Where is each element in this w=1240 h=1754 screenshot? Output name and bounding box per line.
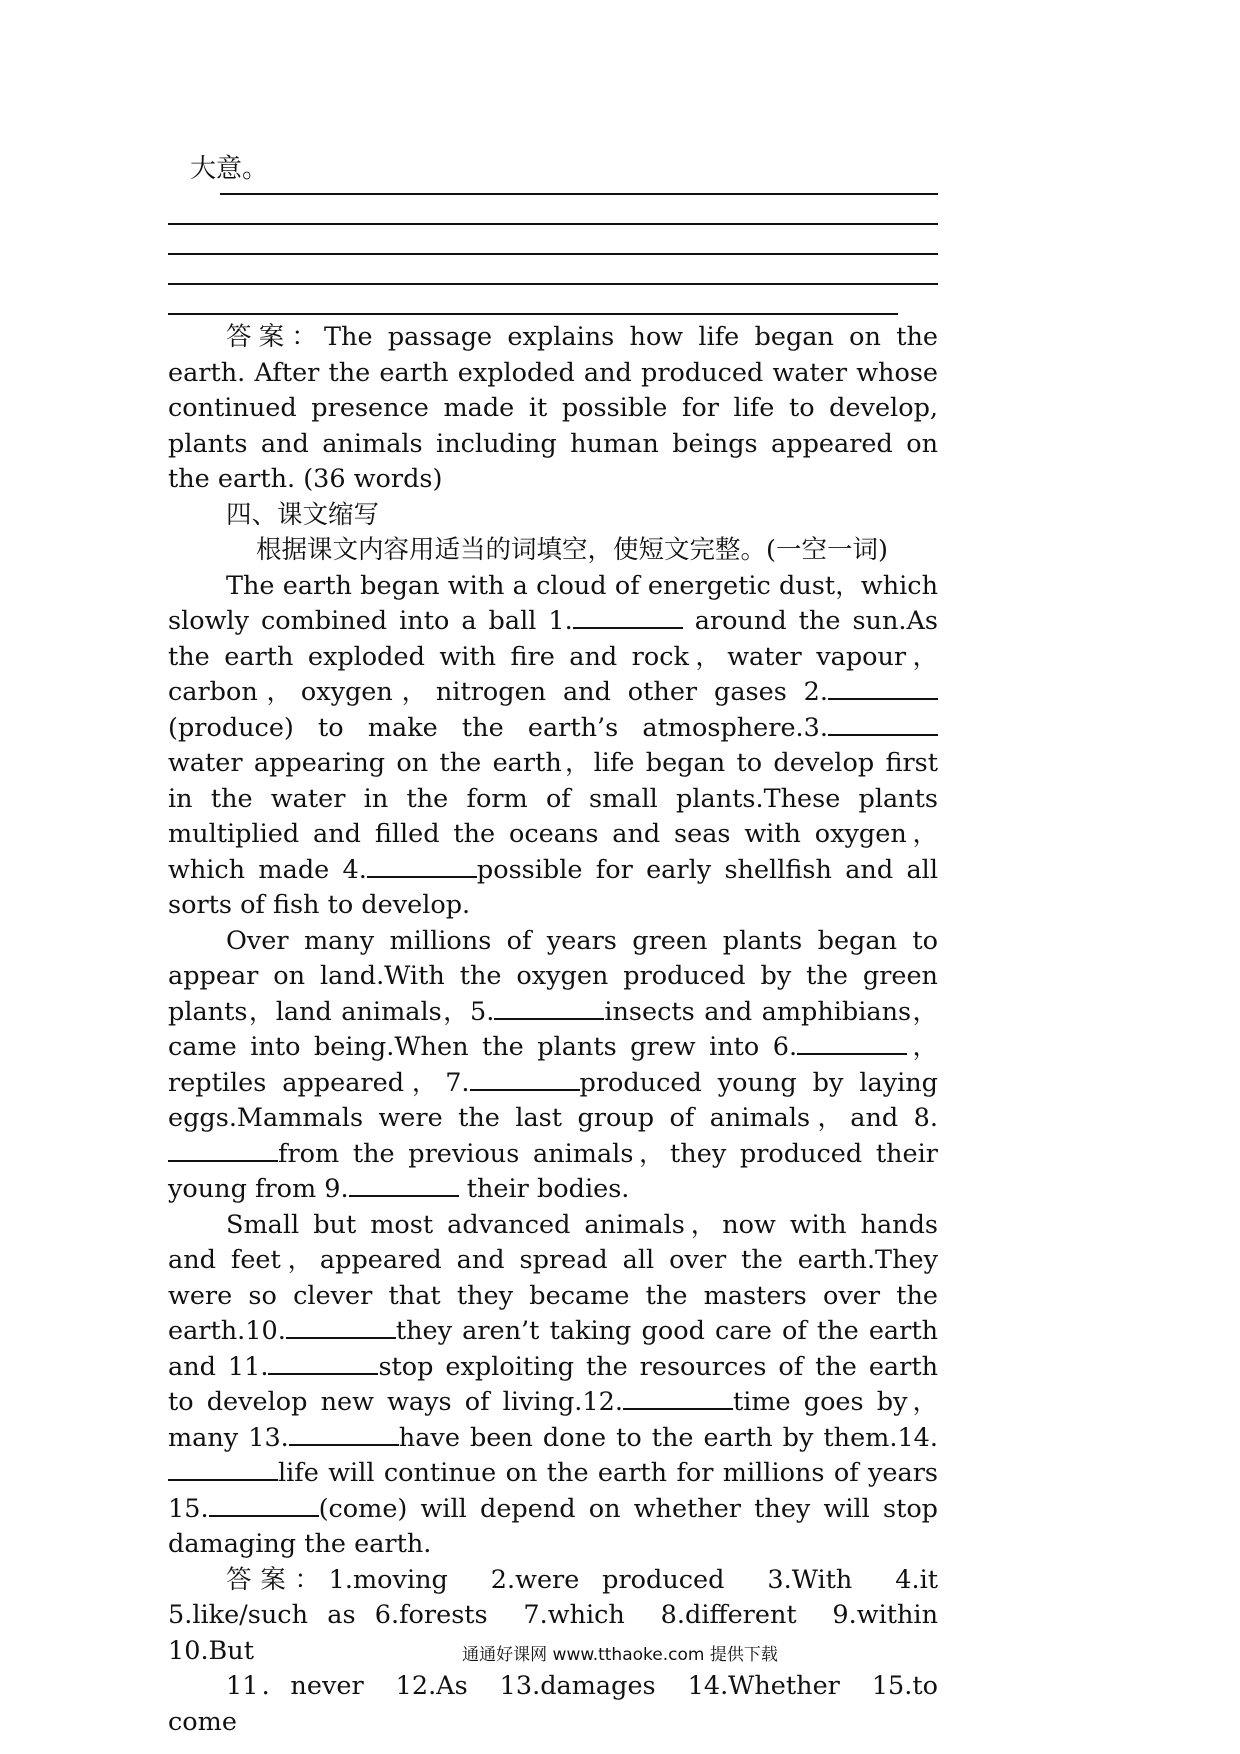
- p1-text: (produce) to make the earth’s atmosphere.3.: [168, 712, 828, 743]
- blank-7[interactable]: [470, 1067, 580, 1091]
- p3-text: have been done to the earth by them.14.: [398, 1422, 939, 1453]
- paragraph-1: [168, 569, 938, 924]
- p1-text: around the sun.As the earth exploded with fire and rock，water vapour，carbon，oxygen，nitrogen and other gases 2.: [168, 606, 938, 707]
- p3-text: stop exploiting the resources of the earth to develop new ways of living.12.: [168, 1351, 938, 1417]
- blank-8[interactable]: [168, 1138, 278, 1162]
- blank-11[interactable]: [268, 1351, 378, 1375]
- answer-writing-line: [168, 283, 938, 285]
- summary-block: [168, 320, 964, 1740]
- p3-text: (come) will depend on whether they will stop damaging the earth.: [168, 1493, 938, 1559]
- answer-writing-line: [168, 223, 938, 225]
- p2-text: their bodies.: [458, 1174, 630, 1204]
- instructions: 根据课文内容用适当的词填空，使短文完整。(一空一词): [256, 535, 888, 565]
- p3-text: time goes by，many 13.: [168, 1387, 939, 1453]
- blank-9[interactable]: [349, 1173, 459, 1197]
- summary-answer: 答案：The passage explains how life began on the earth. After the earth exploded and produced water whose continued presence made it possible for life to develop, plants and animals including human beings appeared on the earth. (36 words): [168, 322, 938, 494]
- paragraph-2: [168, 924, 938, 1208]
- answer-writing-line: [220, 193, 938, 195]
- blank-3[interactable]: [828, 712, 938, 736]
- heading-text: 大意。: [190, 154, 269, 184]
- p1-text: water appearing on the earth，life began to develop first in the water in the form of small plants.These plants multiplied and filled the oceans and seas with oxygen，which made 4.: [168, 748, 938, 885]
- blank-10[interactable]: [286, 1315, 396, 1339]
- answer-writing-line: [168, 253, 938, 255]
- p2-text: insects and amphibians，came into being.When the plants grew into 6.: [168, 996, 938, 1062]
- blank-12[interactable]: [623, 1386, 733, 1410]
- answers-line-2: 11．never 12.As 13.damages 14.Whether 15.to come: [168, 1671, 938, 1737]
- blank-13[interactable]: [289, 1422, 399, 1446]
- p1-text: The earth began with a cloud of energetic dust，which slowly combined into a ball 1.: [168, 570, 938, 636]
- blank-14[interactable]: [168, 1457, 278, 1481]
- footer-text: 通通好课网 www.tthaoke.com 提供下载: [462, 1645, 778, 1665]
- blank-1[interactable]: [573, 605, 683, 629]
- blank-5[interactable]: [494, 996, 604, 1020]
- answers-line-1: 答案：1.moving 2.were produced 3.With 4.it 5.like/such as 6.forests 7.which 8.different 9.within 10.But: [168, 1564, 964, 1666]
- p2-text: ，reptiles appeared，7.: [168, 1032, 938, 1098]
- blank-15[interactable]: [209, 1493, 319, 1517]
- blank-4[interactable]: [367, 854, 477, 878]
- p1-text: possible for early shellfish and all sorts of fish to develop.: [168, 854, 938, 920]
- p2-text: from the previous animals，they produced their young from 9.: [168, 1138, 938, 1204]
- p3-text: life will continue on the earth for millions of years 15.: [168, 1458, 938, 1524]
- p3-text: Small but most advanced animals，now with hands and feet，appeared and spread all over the earth.They were so clever that they became the masters over the earth.10.: [168, 1209, 938, 1346]
- section-title: 四、课文缩写: [226, 499, 380, 530]
- blank-6[interactable]: [797, 1031, 907, 1055]
- p3-text: they aren’t taking good care of the earth and 11.: [168, 1316, 938, 1382]
- paragraph-3: [168, 1208, 938, 1563]
- p2-text: Over many millions of years green plants began to appear on land.With the oxygen produced by the green plants，land animals，5.: [168, 925, 938, 1027]
- p2-text: produced young by laying eggs.Mammals were the last group of animals，and 8.: [168, 1067, 938, 1133]
- blank-2[interactable]: [828, 676, 938, 700]
- answer-writing-line: [168, 313, 898, 315]
